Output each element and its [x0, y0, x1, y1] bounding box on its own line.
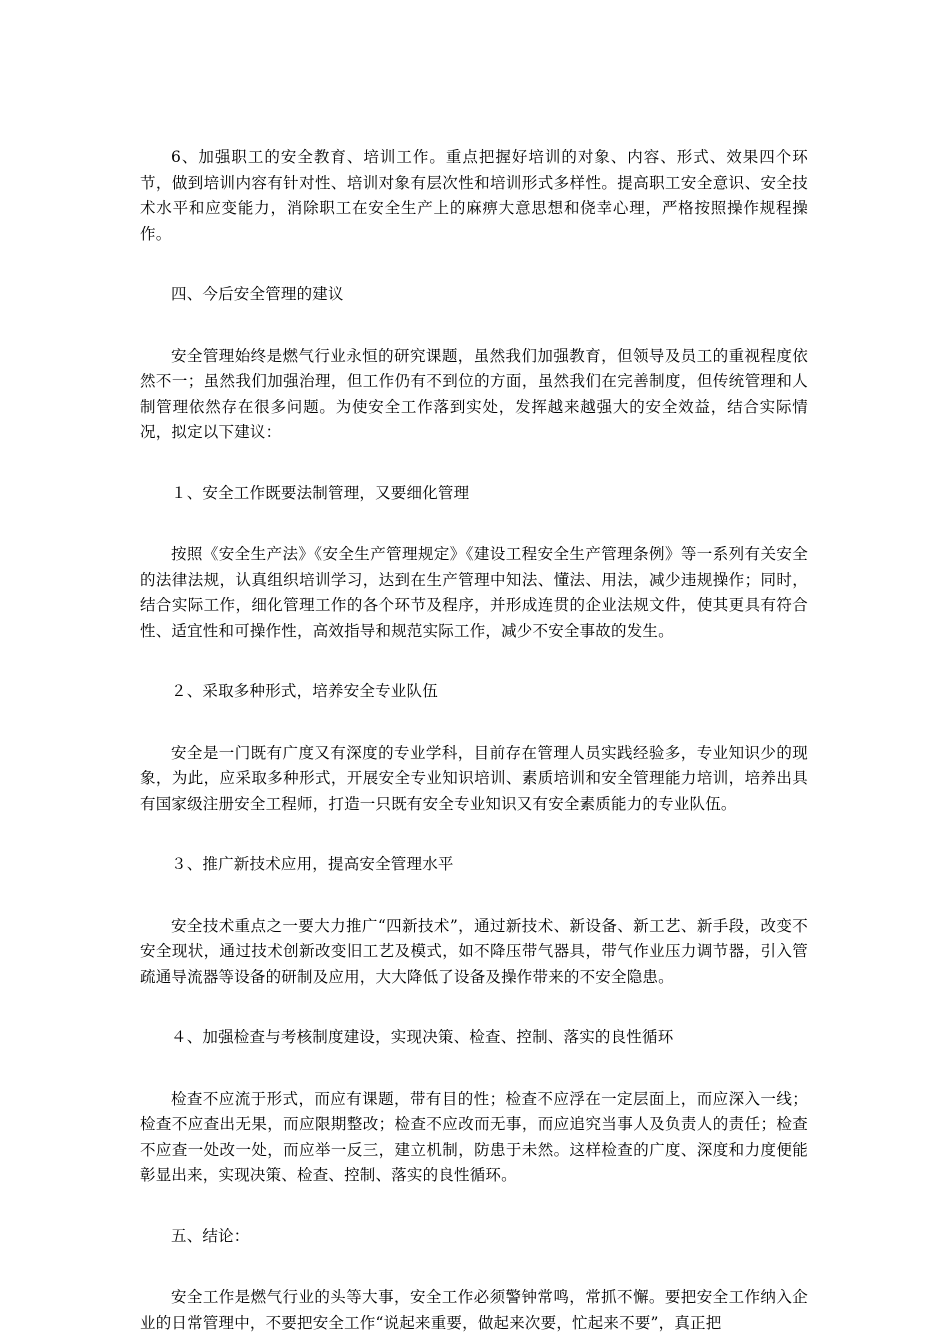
paragraph-training: 6、加强职工的安全教育、培训工作。重点把握好培训的对象、内容、形式、效果四个环节，做到培训内容有针对性、培训对象有层次性和培训形式多样性。提高职工安全意识、安全技术水平和应变能力，消除职工在安全生产上的麻痹大意思想和侥幸心理，严格按照操作规程操作。 — [140, 148, 808, 243]
paragraph-suggestions-intro: 安全管理始终是燃气行业永恒的研究课题，虽然我们加强教育，但领导及员工的重视程度依然不一；虽然我们加强治理，但工作仍有不到位的方面，虽然我们在完善制度，但传统管理和人制管理依然存在很多问题。为使安全工作落到实处，发挥越来越强大的安全效益，结合实际情况，拟定以下建议： — [140, 346, 808, 441]
section-heading-conclusion: 五、结论： — [171, 1226, 250, 1245]
paragraph-professional-team: 安全是一门既有广度又有深度的专业学科，目前存在管理人员实践经验多，专业知识少的现象，为此，应采取多种形式，开展安全专业知识培训、素质培训和安全管理能力培训，培养出具有国家级注册安全工程师，打造一只既有安全专业知识又有安全素质能力的专业队伍。 — [140, 743, 808, 813]
subheading-inspection: ４、加强检查与考核制度建设，实现决策、检查、控制、落实的良性循环 — [171, 1028, 674, 1046]
paragraph-conclusion: 安全工作是燃气行业的头等大事，安全工作必须警钟常鸣，常抓不懈。要把安全工作纳入企业的日常管理中，不要把安全工作“说起来重要，做起来次要，忙起来不要”，真正把 — [140, 1288, 808, 1332]
paragraph-inspection: 检查不应流于形式，而应有课题，带有目的性；检查不应浮在一定层面上，而应深入一线；检查不应查出无果，而应限期整改；检查不应改而无事，而应追究当事人及负责人的责任；检查不应查一处改一处，而应举一反三，建立机制，防患于未然。这样检查的广度、深度和力度便能彰显出来，实现决策、检查、控制、落实的良性循环。 — [140, 1089, 808, 1184]
section-heading-suggestions: 四、今后安全管理的建议 — [171, 285, 344, 303]
paragraph-new-technology: 安全技术重点之一要大力推广“四新技术”，通过新技术、新设备、新工艺、新手段，改变不安全现状，通过技术创新改变旧工艺及模式，如不降压带气器具，带气作业压力调节器，引入管疏通导流器等设备的研制及应用，大大降低了设备及操作带来的不安全隐患。 — [140, 916, 808, 986]
document-page — [140, 145, 808, 1336]
paragraph-legal-management: 按照《安全生产法》《安全生产管理规定》《建设工程安全生产管理条例》等一系列有关安全的法律法规，认真组织培训学习，达到在生产管理中知法、懂法、用法，减少违规操作；同时，结合实际工作，细化管理工作的各个环节及程序，并形成连贯的企业法规文件，使其更具有符合性、适宜性和可操作性，高效指导和规范实际工作，减少不安全事故的发生。 — [140, 545, 808, 640]
subheading-legal-management: １、安全工作既要法制管理，又要细化管理 — [171, 483, 470, 502]
subheading-new-technology: ３、推广新技术应用，提高安全管理水平 — [171, 855, 454, 873]
subheading-professional-team: ２、采取多种形式，培养安全专业队伍 — [171, 682, 438, 700]
